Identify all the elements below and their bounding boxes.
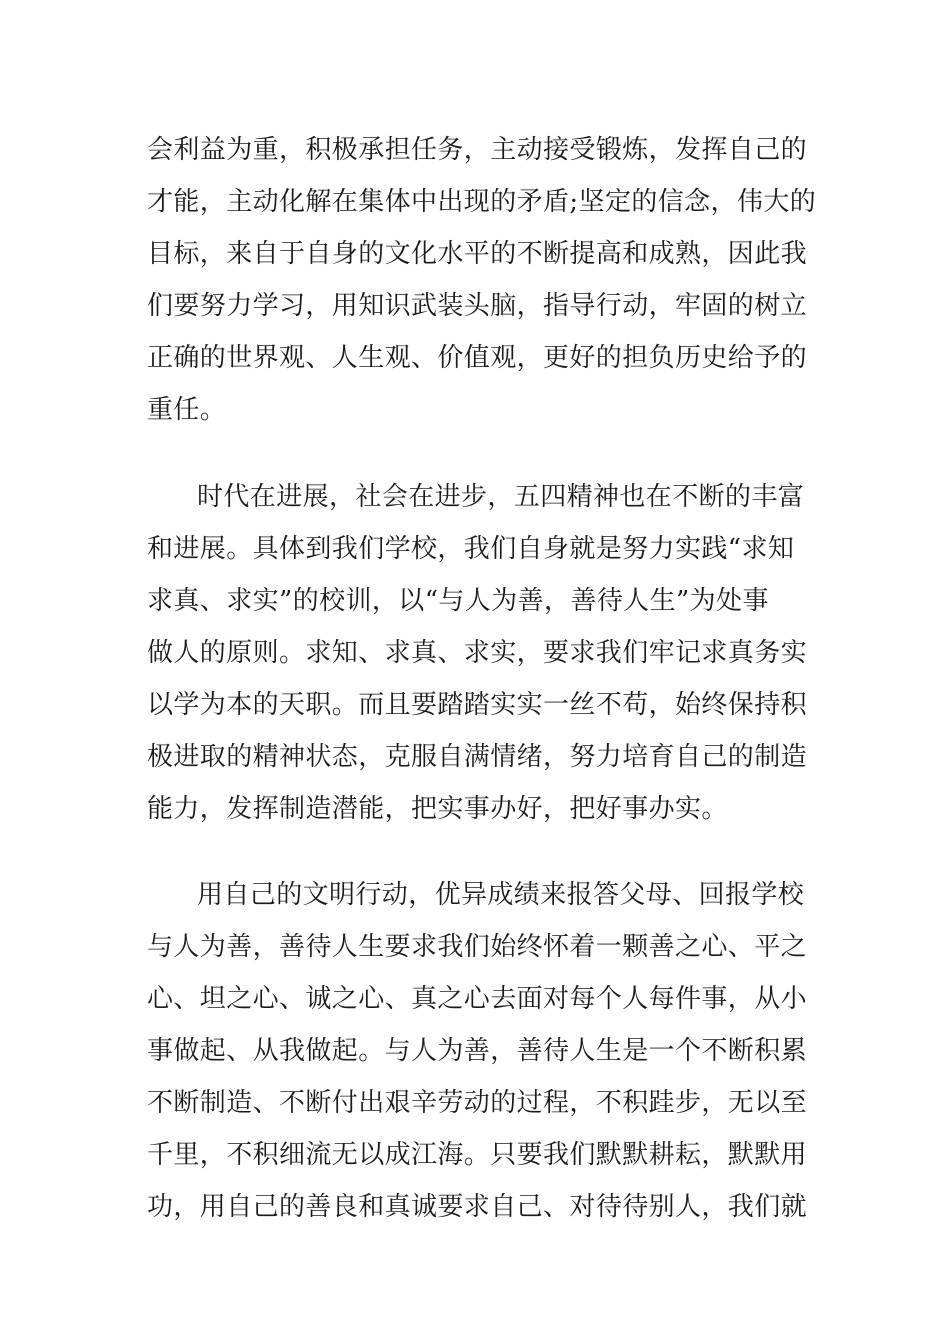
paragraph-line: 功，用自己的善良和真诚要求自己、对待待别人，我们就 bbox=[147, 1192, 808, 1222]
paragraph-3 bbox=[147, 869, 837, 1233]
paragraph-line: 才能，主动化解在集体中出现的矛盾;坚定的信念，伟大的 bbox=[147, 187, 817, 217]
paragraph-2 bbox=[147, 471, 837, 835]
paragraph-line: 千里，不积细流无以成江海。只要我们默默耕耘，默默用 bbox=[147, 1140, 808, 1170]
paragraph-line: 重任。 bbox=[147, 395, 227, 425]
paragraph-line: 会利益为重，积极承担任务，主动接受锻炼，发挥自己的 bbox=[147, 135, 808, 165]
paragraph-line: 们要努力学习，用知识武装头脑，指导行动，牢固的树立 bbox=[147, 291, 808, 321]
paragraph-line: 极进取的精神状态，克服自满情绪，努力培育自己的制造 bbox=[147, 742, 808, 772]
paragraph-1 bbox=[147, 124, 837, 436]
paragraph-line: 心、坦之心、诚之心、真之心去面对每个人每件事，从小 bbox=[147, 984, 808, 1014]
paragraph-line: 做人的原则。求知、求真、求实，要求我们牢记求真务实 bbox=[147, 638, 808, 668]
paragraph-line: 与人为善，善待人生要求我们始终怀着一颗善之心、平之 bbox=[147, 932, 808, 962]
paragraph-line: 不断制造、不断付出艰辛劳动的过程，不积跬步，无以至 bbox=[147, 1088, 808, 1118]
paragraph-line: 求真、求实”的校训，以“与人为善，善待人生”为处事 bbox=[147, 586, 769, 616]
paragraph-line: 以学为本的天职。而且要踏踏实实一丝不苟，始终保持积 bbox=[147, 690, 808, 720]
paragraph-line: 能力，发挥制造潜能，把实事办好，把好事办实。 bbox=[147, 794, 728, 824]
paragraph-line: 目标，来自于自身的文化水平的不断提高和成熟，因此我 bbox=[147, 239, 808, 269]
paragraph-line: 正确的世界观、人生观、价值观，更好的担负历史给予的 bbox=[147, 343, 808, 373]
paragraph-line: 事做起、从我做起。与人为善，善待人生是一个不断积累 bbox=[147, 1036, 808, 1066]
paragraph-line: 和进展。具体到我们学校，我们自身就是努力实践“求知 bbox=[147, 534, 795, 564]
paragraph-line: 用自己的文明行动，优异成绩来报答父母、回报学校 bbox=[197, 880, 805, 910]
paragraph-line: 时代在进展，社会在进步，五四精神也在不断的丰富 bbox=[197, 482, 805, 512]
